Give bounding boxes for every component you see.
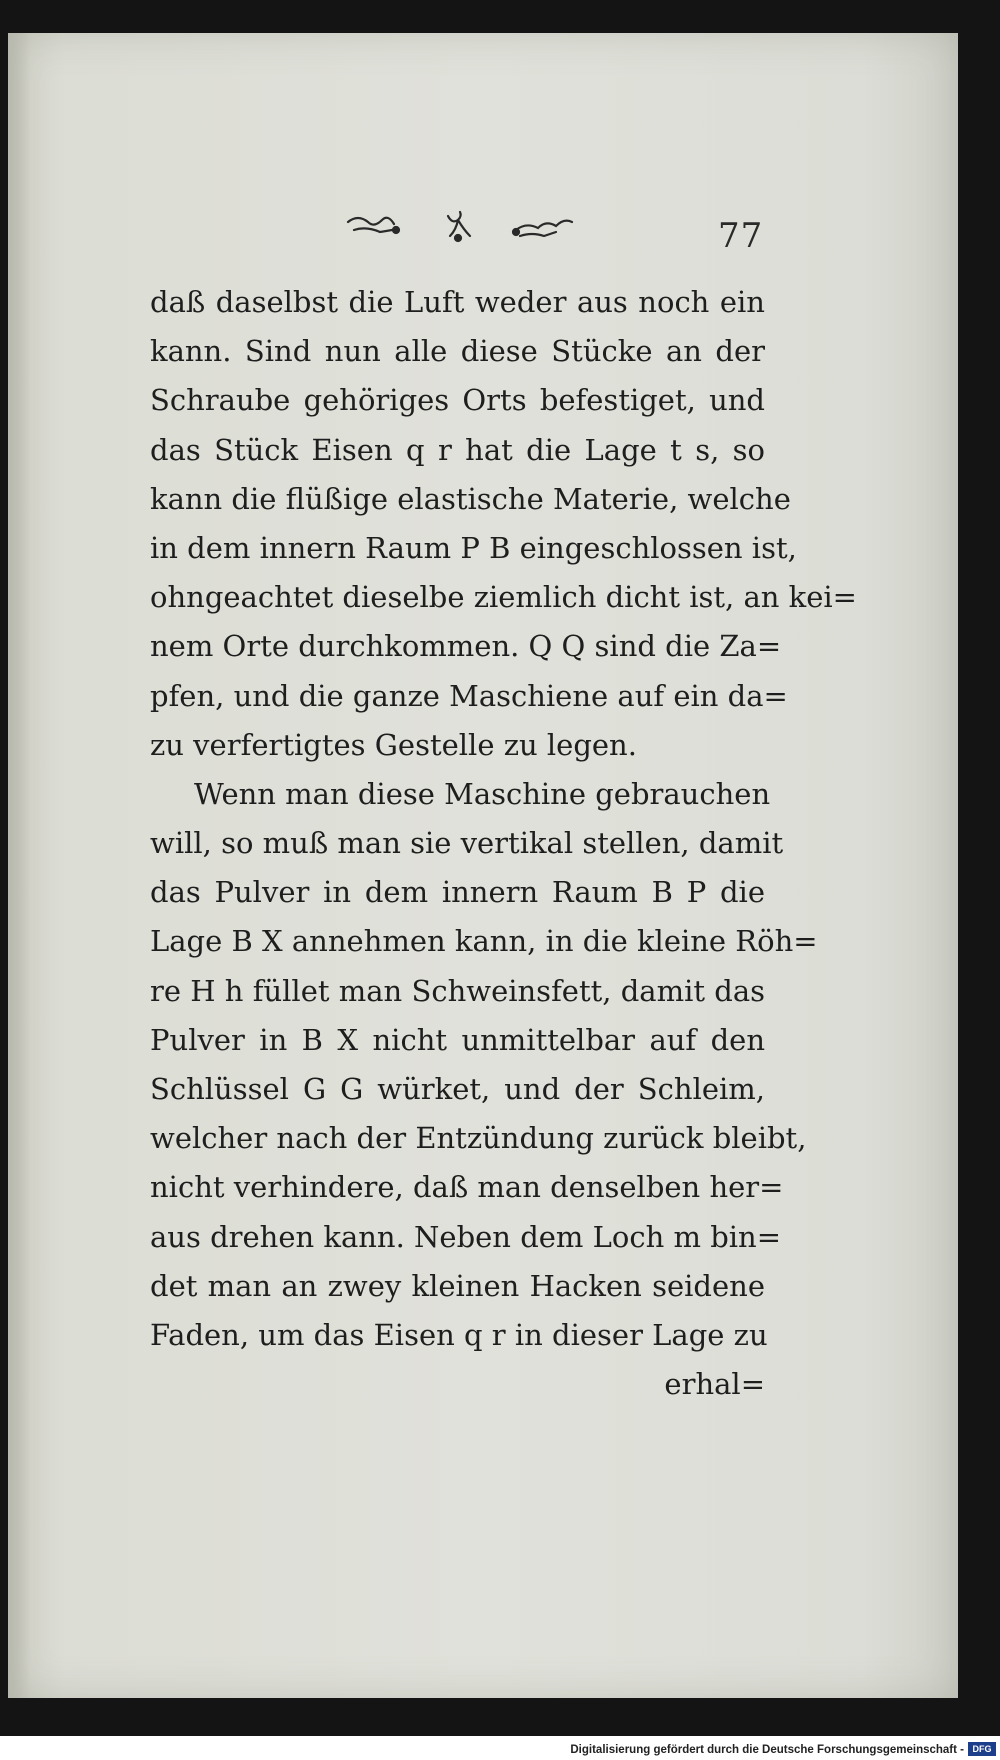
- text-line: Schraube gehöriges Orts befestiget, und: [150, 383, 765, 418]
- text-line: daß daselbst die Luft weder aus noch ein: [150, 285, 765, 319]
- text-line: Faden, um das Eisen q r in dieser Lage zu: [150, 1317, 768, 1352]
- text-line: kann die flüßige elastische Materie, welche: [150, 481, 791, 516]
- text-line: in dem innern Raum P B eingeschlossen ist,: [150, 530, 797, 565]
- text-line: aus drehen kann. Neben dem Loch m bin=: [150, 1219, 782, 1254]
- text-line: Lage B X annehmen kann, in die kleine Röh=: [150, 924, 818, 959]
- text-line: re H h füllet man Schweinsfett, damit das: [150, 973, 765, 1008]
- text-line: det man an zwey kleinen Hacken seidene: [150, 1268, 765, 1303]
- body-text: [150, 278, 857, 1409]
- text-line: Pulver in B X nicht unmittelbar auf den: [150, 1022, 765, 1057]
- catchword: erhal=: [664, 1367, 765, 1402]
- dfg-logo: DFG: [968, 1742, 996, 1756]
- page-number: 77: [718, 216, 764, 256]
- text-line: das Stück Eisen q r hat die Lage t s, so: [150, 432, 765, 467]
- paragraph-start-line: Wenn man diese Maschine gebrauchen: [194, 776, 771, 811]
- text-line: nicht verhindere, daß man denselben her=: [150, 1170, 784, 1205]
- text-line: welcher nach der Entzündung zurück bleibt,: [150, 1121, 807, 1156]
- text-line: kann. Sind nun alle diese Stücke an der: [150, 334, 765, 369]
- text-line: will, so muß man sie vertikal stellen, damit: [150, 826, 784, 861]
- text-line: Schlüssel G G würket, und der Schleim,: [150, 1072, 765, 1106]
- footer-bar: [0, 1736, 1000, 1760]
- text-line: zu verfertigtes Gestelle zu legen.: [150, 727, 637, 762]
- text-line: pfen, und die ganze Maschiene auf ein da=: [150, 678, 788, 713]
- text-line: nem Orte durchkommen. Q Q sind die Za=: [150, 629, 782, 664]
- text-line: das Pulver in dem innern Raum B P die: [150, 875, 765, 910]
- digitization-credit: Digitalisierung gefördert durch die Deutsche Forschungsgemeinschaft -: [570, 1744, 964, 1756]
- text-line: ohngeachtet dieselbe ziemlich dicht ist, an kei=: [150, 580, 857, 615]
- ornament-vignette-icon: [340, 208, 580, 248]
- page-binding-shadow: [8, 33, 30, 1698]
